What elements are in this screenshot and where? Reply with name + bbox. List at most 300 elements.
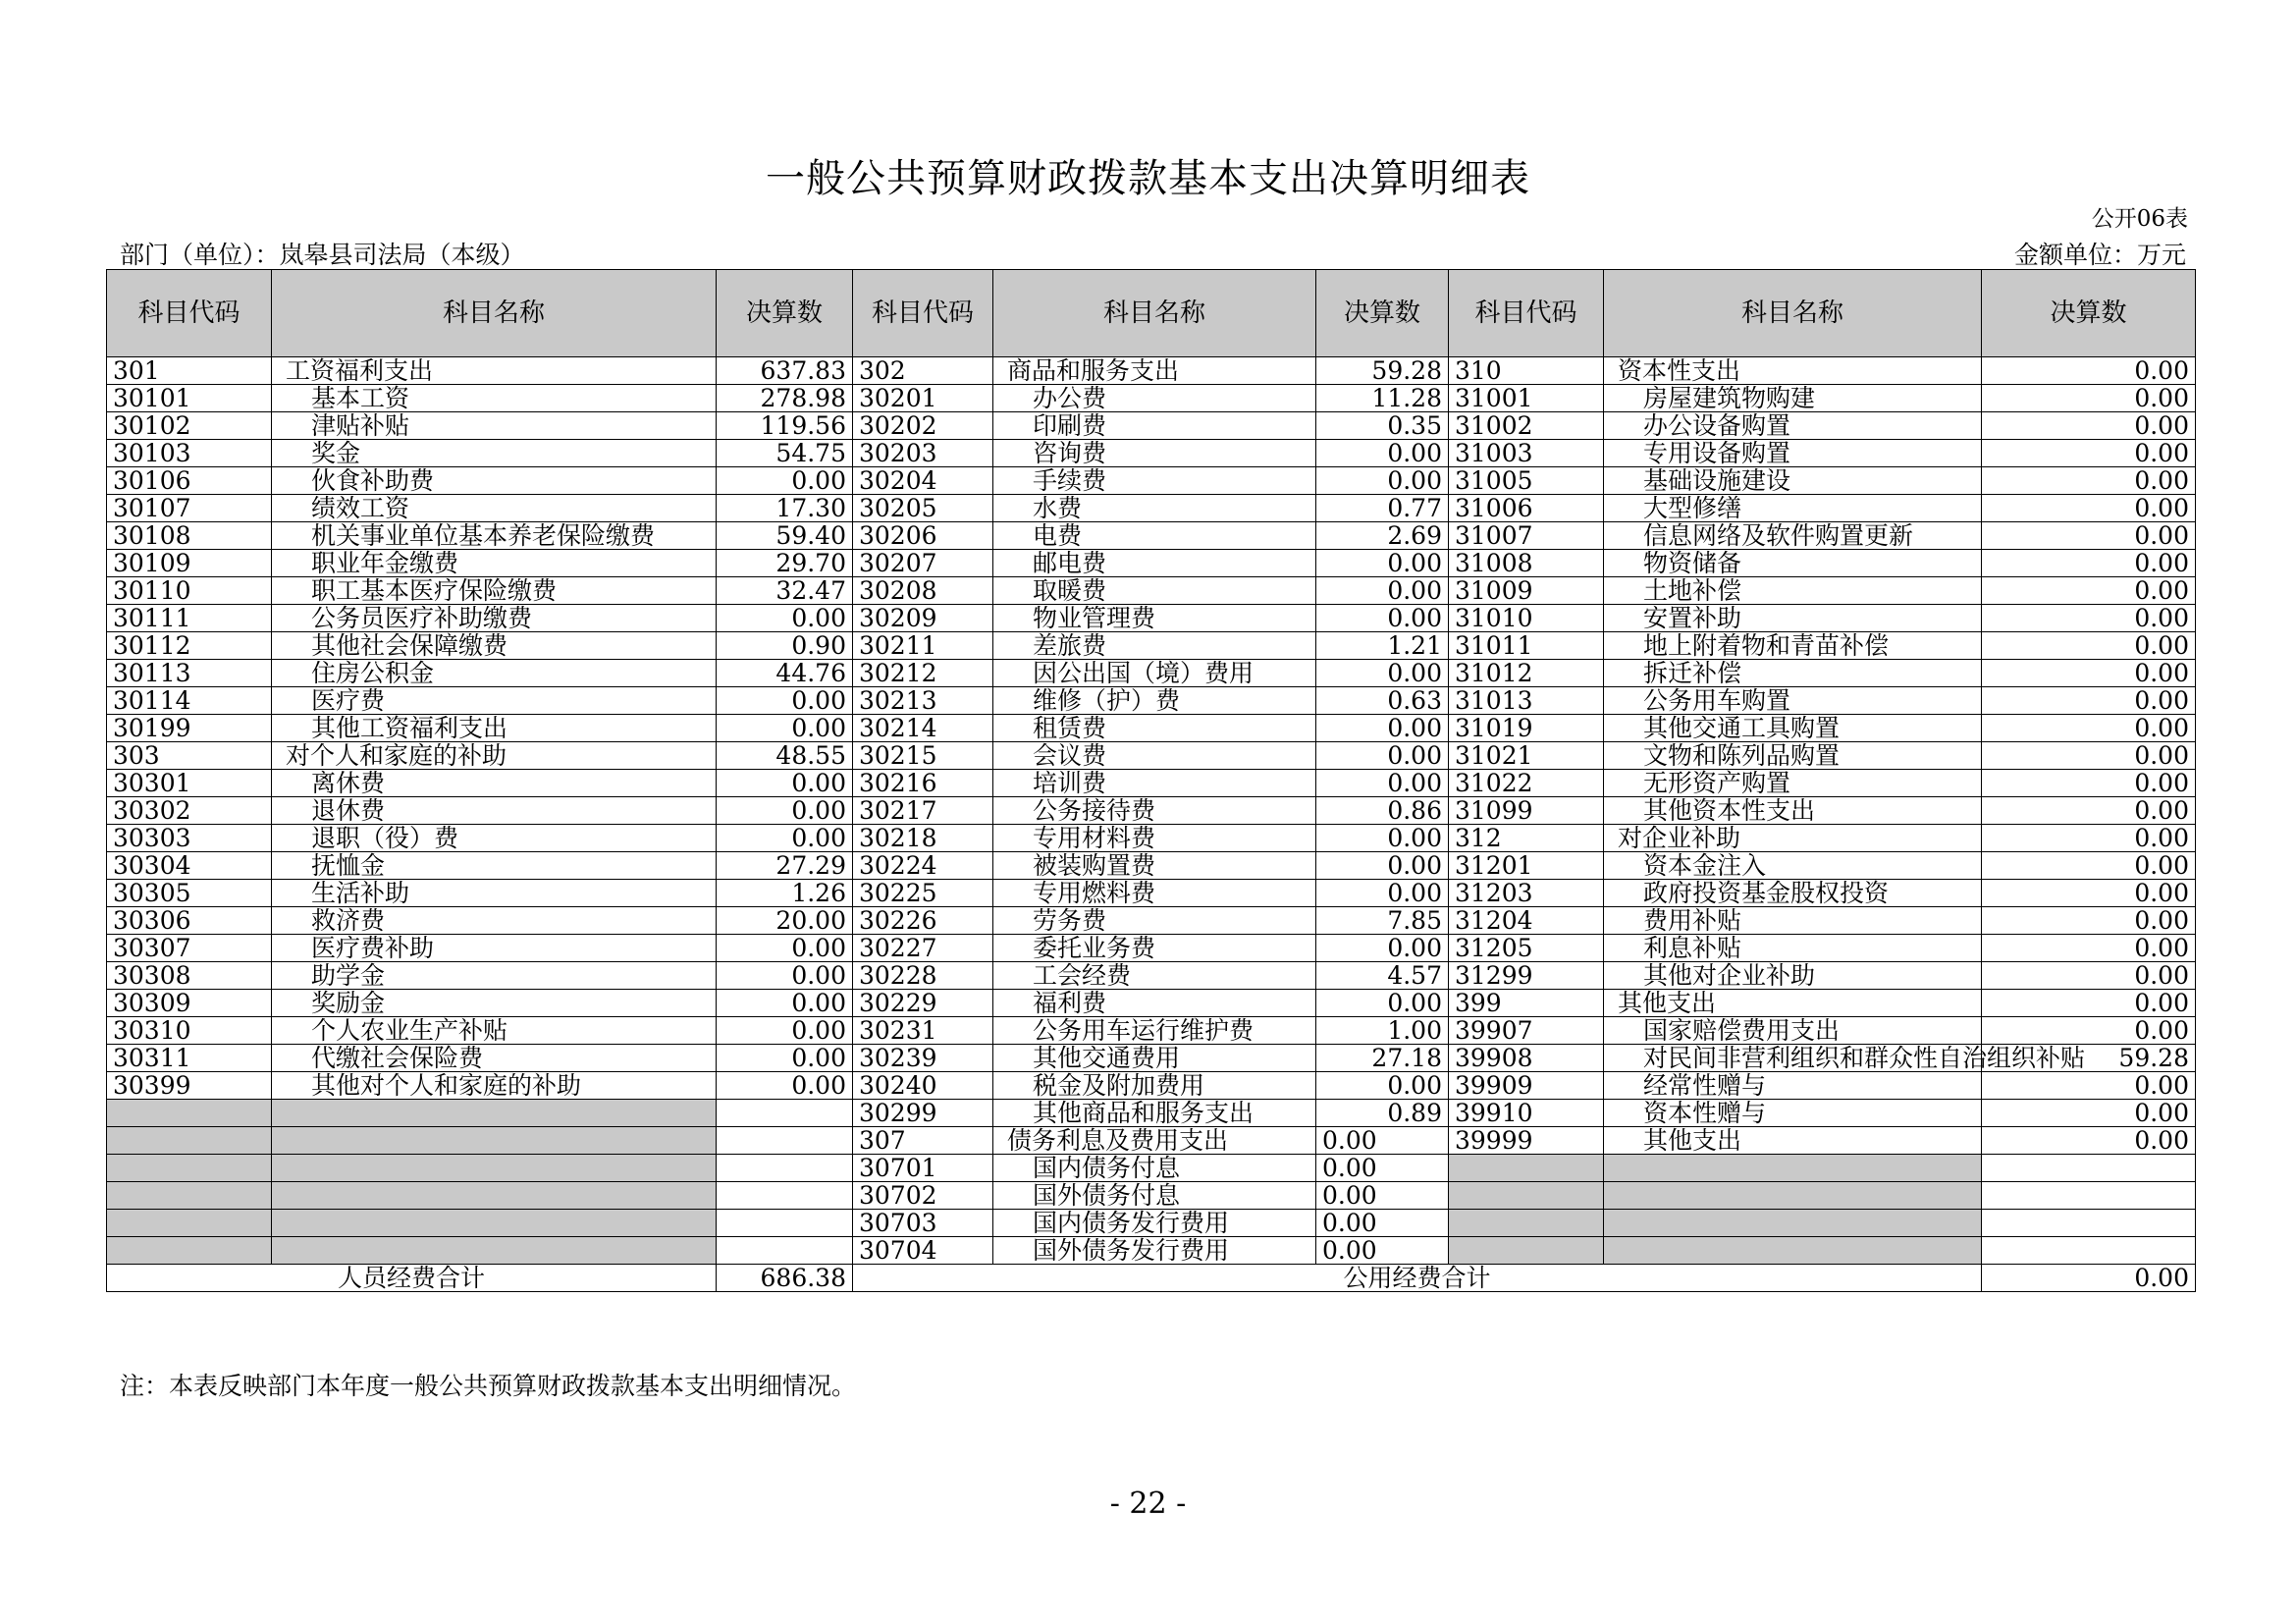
amount: [1982, 1237, 2196, 1265]
amount: 0.00: [1316, 577, 1449, 605]
amount: 0.00: [1982, 605, 2196, 632]
subject-name: 政府投资基金股权投资: [1604, 880, 1982, 907]
amount: 44.76: [717, 660, 853, 687]
table-row: [107, 880, 2196, 907]
subject-name: 国内债务付息: [993, 1155, 1316, 1182]
subject-code: 30215: [853, 742, 993, 770]
amount: 0.35: [1316, 412, 1449, 440]
subject-name: 对个人和家庭的补助: [272, 742, 717, 770]
subject-code: 30201: [853, 385, 993, 412]
subject-name: 机关事业单位基本养老保险缴费: [272, 522, 717, 550]
amount: 0.00: [1982, 550, 2196, 577]
subject-code: 30703: [853, 1210, 993, 1237]
subject-code: 31203: [1449, 880, 1604, 907]
subject-name: 津贴补贴: [272, 412, 717, 440]
subject-code: [1449, 1237, 1604, 1265]
subject-name: 医疗费: [272, 687, 717, 715]
amount: 0.00: [1982, 1017, 2196, 1045]
subject-name: 商品和服务支出: [993, 357, 1316, 385]
amount: 0.00: [1982, 385, 2196, 412]
subject-name: [272, 1155, 717, 1182]
table-row: [107, 660, 2196, 687]
subject-name: 生活补助: [272, 880, 717, 907]
amount: 20.00: [717, 907, 853, 935]
subject-name: 工会经费: [993, 962, 1316, 990]
subject-name: 印刷费: [993, 412, 1316, 440]
subject-name: 其他资本性支出: [1604, 797, 1982, 825]
table-row: [107, 935, 2196, 962]
subject-name: 水费: [993, 495, 1316, 522]
page-number: - 22 -: [1109, 1487, 1187, 1521]
table-row: [107, 1237, 2196, 1265]
subject-code: 30310: [107, 1017, 272, 1045]
amount: 0.00: [717, 797, 853, 825]
subject-name: 取暖费: [993, 577, 1316, 605]
subject-name: 国外债务付息: [993, 1182, 1316, 1210]
subject-name: 信息网络及软件购置更新: [1604, 522, 1982, 550]
subject-name: [1604, 1182, 1982, 1210]
subject-code: 30224: [853, 852, 993, 880]
subject-name: [272, 1182, 717, 1210]
amount: 0.00: [1316, 715, 1449, 742]
table-row: [107, 1182, 2196, 1210]
subject-name: 租赁费: [993, 715, 1316, 742]
column-header: 科目代码: [853, 270, 993, 357]
public-total-value: 0.00: [1982, 1265, 2196, 1292]
amount: 0.00: [717, 770, 853, 797]
amount: 0.00: [1982, 577, 2196, 605]
table-row: [107, 385, 2196, 412]
subject-code: 30202: [853, 412, 993, 440]
amount: 0.00: [1316, 770, 1449, 797]
table-row: [107, 440, 2196, 467]
subject-code: 31002: [1449, 412, 1604, 440]
column-header: 决算数: [1982, 270, 2196, 357]
subject-name: 离休费: [272, 770, 717, 797]
column-header: 科目名称: [993, 270, 1316, 357]
amount: 1.26: [717, 880, 853, 907]
subject-name: 会议费: [993, 742, 1316, 770]
subject-name: 工资福利支出: [272, 357, 717, 385]
amount: 0.00: [717, 687, 853, 715]
subject-code: 30101: [107, 385, 272, 412]
subject-name: 利息补贴: [1604, 935, 1982, 962]
table-row: [107, 852, 2196, 880]
subject-name: 住房公积金: [272, 660, 717, 687]
subject-code: 30305: [107, 880, 272, 907]
amount: 48.55: [717, 742, 853, 770]
amount: 0.00: [717, 825, 853, 852]
amount: 0.00: [717, 1072, 853, 1100]
subject-code: 31006: [1449, 495, 1604, 522]
subject-name: 救济费: [272, 907, 717, 935]
subject-name: 公务接待费: [993, 797, 1316, 825]
amount: 27.29: [717, 852, 853, 880]
amount: 0.00: [717, 1045, 853, 1072]
subject-code: 30207: [853, 550, 993, 577]
subject-name: 费用补贴: [1604, 907, 1982, 935]
amount: 0.00: [1982, 440, 2196, 467]
subject-name: 基本工资: [272, 385, 717, 412]
table-row: [107, 632, 2196, 660]
subject-code: 31205: [1449, 935, 1604, 962]
subject-name: 物资储备: [1604, 550, 1982, 577]
amount: 0.00: [717, 962, 853, 990]
subject-name: 被装购置费: [993, 852, 1316, 880]
subject-code: 30208: [853, 577, 993, 605]
subject-code: 39908: [1449, 1045, 1604, 1072]
subject-name: 其他支出: [1604, 1127, 1982, 1155]
amount: 0.00: [1982, 797, 2196, 825]
subject-code: 30225: [853, 880, 993, 907]
amount: 4.57: [1316, 962, 1449, 990]
amount: 0.00: [1982, 880, 2196, 907]
personnel-total-value: 686.38: [717, 1265, 853, 1292]
subject-code: 31021: [1449, 742, 1604, 770]
subject-code: 31299: [1449, 962, 1604, 990]
table-row: [107, 550, 2196, 577]
table-row: [107, 770, 2196, 797]
amount: 54.75: [717, 440, 853, 467]
subject-code: 30110: [107, 577, 272, 605]
amount: 0.00: [1982, 412, 2196, 440]
subject-code: 30212: [853, 660, 993, 687]
subject-name: 地上附着物和青苗补偿: [1604, 632, 1982, 660]
subject-name: 房屋建筑物购建: [1604, 385, 1982, 412]
subject-name: 办公设备购置: [1604, 412, 1982, 440]
subject-code: 30227: [853, 935, 993, 962]
page-title: 一般公共预算财政拨款基本支出决算明细表: [766, 156, 1530, 201]
amount: 17.30: [717, 495, 853, 522]
subject-code: 30113: [107, 660, 272, 687]
subject-code: 30114: [107, 687, 272, 715]
department-label: 部门（单位）：岚皋县司法局（本级）: [120, 241, 525, 269]
amount: [717, 1100, 853, 1127]
subject-code: 30108: [107, 522, 272, 550]
subject-name: 其他对企业补助: [1604, 962, 1982, 990]
amount: [717, 1127, 853, 1155]
subject-name: 个人农业生产补贴: [272, 1017, 717, 1045]
subject-code: 30304: [107, 852, 272, 880]
subject-code: 30302: [107, 797, 272, 825]
subject-name: 公务员医疗补助缴费: [272, 605, 717, 632]
subject-code: [107, 1210, 272, 1237]
subject-code: 30303: [107, 825, 272, 852]
subject-name: 专用设备购置: [1604, 440, 1982, 467]
subject-name: 国内债务发行费用: [993, 1210, 1316, 1237]
subject-code: 31099: [1449, 797, 1604, 825]
subject-code: 30306: [107, 907, 272, 935]
amount: 0.77: [1316, 495, 1449, 522]
amount: 0.00: [1316, 550, 1449, 577]
amount: 1.00: [1316, 1017, 1449, 1045]
subject-code: [1449, 1182, 1604, 1210]
table-row: [107, 522, 2196, 550]
table-row: [107, 1072, 2196, 1100]
amount: 0.00: [1982, 962, 2196, 990]
footnote: 注：本表反映部门本年度一般公共预算财政拨款基本支出明细情况。: [120, 1372, 857, 1400]
table-row: [107, 495, 2196, 522]
subject-name: 绩效工资: [272, 495, 717, 522]
subject-code: 312: [1449, 825, 1604, 852]
subject-code: 30226: [853, 907, 993, 935]
amount: 0.00: [1316, 605, 1449, 632]
amount: 0.00: [1316, 440, 1449, 467]
subject-code: 39907: [1449, 1017, 1604, 1045]
subject-code: 30231: [853, 1017, 993, 1045]
subject-name: 因公出国（境）费用: [993, 660, 1316, 687]
amount: 0.00: [1316, 935, 1449, 962]
subject-code: 31022: [1449, 770, 1604, 797]
table-row: [107, 797, 2196, 825]
amount: 0.00: [717, 990, 853, 1017]
subject-name: 经常性赠与: [1604, 1072, 1982, 1100]
subject-name: 医疗费补助: [272, 935, 717, 962]
amount: 0.00: [717, 1017, 853, 1045]
amount: [1982, 1155, 2196, 1182]
amount: 59.28: [1982, 1045, 2196, 1072]
amount: 0.00: [717, 467, 853, 495]
subject-name: 抚恤金: [272, 852, 717, 880]
subject-name: [1604, 1155, 1982, 1182]
subject-code: 30206: [853, 522, 993, 550]
table-row: [107, 1045, 2196, 1072]
amount: 0.00: [1982, 770, 2196, 797]
table-row: [107, 1100, 2196, 1127]
subject-code: 30111: [107, 605, 272, 632]
subject-name: 其他工资福利支出: [272, 715, 717, 742]
amount: 0.00: [1982, 907, 2196, 935]
amount: 0.00: [1982, 495, 2196, 522]
subject-name: 职业年金缴费: [272, 550, 717, 577]
amount: 0.00: [1982, 357, 2196, 385]
subject-code: 30229: [853, 990, 993, 1017]
subject-name: [272, 1237, 717, 1265]
table-row: [107, 962, 2196, 990]
amount: 0.00: [1982, 1100, 2196, 1127]
amount: 32.47: [717, 577, 853, 605]
subject-code: [1449, 1210, 1604, 1237]
subject-name: 资本性赠与: [1604, 1100, 1982, 1127]
amount: 7.85: [1316, 907, 1449, 935]
subject-name: 土地补偿: [1604, 577, 1982, 605]
subject-name: 其他对个人和家庭的补助: [272, 1072, 717, 1100]
amount: 59.28: [1316, 357, 1449, 385]
subject-code: 30228: [853, 962, 993, 990]
subject-name: 办公费: [993, 385, 1316, 412]
subject-code: 31001: [1449, 385, 1604, 412]
subject-code: 31010: [1449, 605, 1604, 632]
amount: 0.89: [1316, 1100, 1449, 1127]
subject-code: 30308: [107, 962, 272, 990]
subject-code: 310: [1449, 357, 1604, 385]
amount: 0.00: [1316, 1127, 1449, 1155]
amount: 0.00: [1316, 852, 1449, 880]
amount: 0.00: [1316, 1072, 1449, 1100]
subject-code: 31012: [1449, 660, 1604, 687]
subject-name: 其他商品和服务支出: [993, 1100, 1316, 1127]
amount: 2.69: [1316, 522, 1449, 550]
subject-code: 30702: [853, 1182, 993, 1210]
amount: 0.00: [1316, 1182, 1449, 1210]
subject-code: 39910: [1449, 1100, 1604, 1127]
subject-code: 30204: [853, 467, 993, 495]
subject-code: 30240: [853, 1072, 993, 1100]
subject-code: 31003: [1449, 440, 1604, 467]
column-header: 科目名称: [272, 270, 717, 357]
table-row: [107, 412, 2196, 440]
amount: 0.00: [1316, 825, 1449, 852]
subject-code: 31011: [1449, 632, 1604, 660]
column-header: 科目代码: [107, 270, 272, 357]
amount: 0.00: [1982, 467, 2196, 495]
table-row: [107, 907, 2196, 935]
subject-name: 资本金注入: [1604, 852, 1982, 880]
subject-code: 30301: [107, 770, 272, 797]
subject-code: 30112: [107, 632, 272, 660]
amount: [717, 1210, 853, 1237]
amount: 0.86: [1316, 797, 1449, 825]
subject-code: 301: [107, 357, 272, 385]
subject-code: 31009: [1449, 577, 1604, 605]
subject-name: 其他社会保障缴费: [272, 632, 717, 660]
amount: 0.00: [1316, 660, 1449, 687]
column-header: 决算数: [717, 270, 853, 357]
subject-name: 公务用车购置: [1604, 687, 1982, 715]
subject-code: 30203: [853, 440, 993, 467]
subject-name: 税金及附加费用: [993, 1072, 1316, 1100]
subject-name: [272, 1210, 717, 1237]
subject-name: 安置补助: [1604, 605, 1982, 632]
subject-name: 对民间非营利组织和群众性自治组织补贴: [1604, 1045, 1982, 1072]
subject-code: 39909: [1449, 1072, 1604, 1100]
subject-name: 其他交通工具购置: [1604, 715, 1982, 742]
amount: 0.00: [717, 605, 853, 632]
subject-code: 30211: [853, 632, 993, 660]
amount: 119.56: [717, 412, 853, 440]
subject-code: [107, 1182, 272, 1210]
subject-code: 30311: [107, 1045, 272, 1072]
subject-code: 31007: [1449, 522, 1604, 550]
amount: 0.00: [1316, 990, 1449, 1017]
amount: 637.83: [717, 357, 853, 385]
subject-name: 专用材料费: [993, 825, 1316, 852]
table-header-row: [107, 270, 2196, 357]
subject-code: [107, 1100, 272, 1127]
amount: 0.00: [1316, 1237, 1449, 1265]
form-number: 公开06表: [2091, 206, 2188, 232]
amount: 0.00: [1316, 467, 1449, 495]
amount: 59.40: [717, 522, 853, 550]
subject-code: 30109: [107, 550, 272, 577]
amount: [717, 1237, 853, 1265]
subject-name: [272, 1127, 717, 1155]
subject-name: 其他支出: [1604, 990, 1982, 1017]
table-row: [107, 990, 2196, 1017]
table-row: [107, 1210, 2196, 1237]
subject-code: 30216: [853, 770, 993, 797]
amount: 278.98: [717, 385, 853, 412]
table-row: [107, 605, 2196, 632]
subject-code: 30205: [853, 495, 993, 522]
subject-code: 31204: [1449, 907, 1604, 935]
amount: 0.00: [1316, 742, 1449, 770]
amount: [1982, 1182, 2196, 1210]
subject-name: 国家赔偿费用支出: [1604, 1017, 1982, 1045]
amount: 0.90: [717, 632, 853, 660]
subject-name: 基础设施建设: [1604, 467, 1982, 495]
subject-name: 委托业务费: [993, 935, 1316, 962]
amount: 0.00: [1982, 990, 2196, 1017]
subject-name: 对企业补助: [1604, 825, 1982, 852]
amount: 0.00: [1982, 742, 2196, 770]
table-row: [107, 687, 2196, 715]
amount: 0.00: [1982, 632, 2196, 660]
amount: 0.00: [1982, 1127, 2196, 1155]
table-row: [107, 1155, 2196, 1182]
subject-code: 30107: [107, 495, 272, 522]
subject-code: [107, 1127, 272, 1155]
subject-name: 助学金: [272, 962, 717, 990]
subject-name: 劳务费: [993, 907, 1316, 935]
table-row: [107, 1127, 2196, 1155]
subject-code: 30704: [853, 1237, 993, 1265]
amount: [1982, 1210, 2196, 1237]
subject-name: 维修（护）费: [993, 687, 1316, 715]
subject-name: 奖金: [272, 440, 717, 467]
subject-code: 30307: [107, 935, 272, 962]
subject-code: 30102: [107, 412, 272, 440]
subject-name: 物业管理费: [993, 605, 1316, 632]
subject-code: 39999: [1449, 1127, 1604, 1155]
amount: 0.00: [1982, 935, 2196, 962]
table-row: [107, 577, 2196, 605]
table-row: [107, 825, 2196, 852]
subject-name: [272, 1100, 717, 1127]
subject-code: [1449, 1155, 1604, 1182]
amount: 0.00: [1982, 660, 2196, 687]
totals-row: [107, 1265, 2196, 1292]
subject-name: 电费: [993, 522, 1316, 550]
subject-code: 31201: [1449, 852, 1604, 880]
subject-code: 30239: [853, 1045, 993, 1072]
subject-name: 债务利息及费用支出: [993, 1127, 1316, 1155]
amount: 0.00: [1982, 715, 2196, 742]
amount: 1.21: [1316, 632, 1449, 660]
subject-code: 30217: [853, 797, 993, 825]
amount: 0.00: [1982, 852, 2196, 880]
subject-code: 30214: [853, 715, 993, 742]
subject-code: 30218: [853, 825, 993, 852]
table-row: [107, 467, 2196, 495]
table-row: [107, 742, 2196, 770]
subject-code: 30199: [107, 715, 272, 742]
amount: [717, 1182, 853, 1210]
subject-code: 303: [107, 742, 272, 770]
subject-name: 福利费: [993, 990, 1316, 1017]
subject-code: 302: [853, 357, 993, 385]
subject-name: 大型修缮: [1604, 495, 1982, 522]
subject-name: 其他交通费用: [993, 1045, 1316, 1072]
subject-name: 资本性支出: [1604, 357, 1982, 385]
subject-code: 31008: [1449, 550, 1604, 577]
amount: 11.28: [1316, 385, 1449, 412]
subject-code: 30209: [853, 605, 993, 632]
amount: 0.00: [717, 715, 853, 742]
amount: 0.00: [1982, 1072, 2196, 1100]
table-row: [107, 357, 2196, 385]
subject-code: 31005: [1449, 467, 1604, 495]
